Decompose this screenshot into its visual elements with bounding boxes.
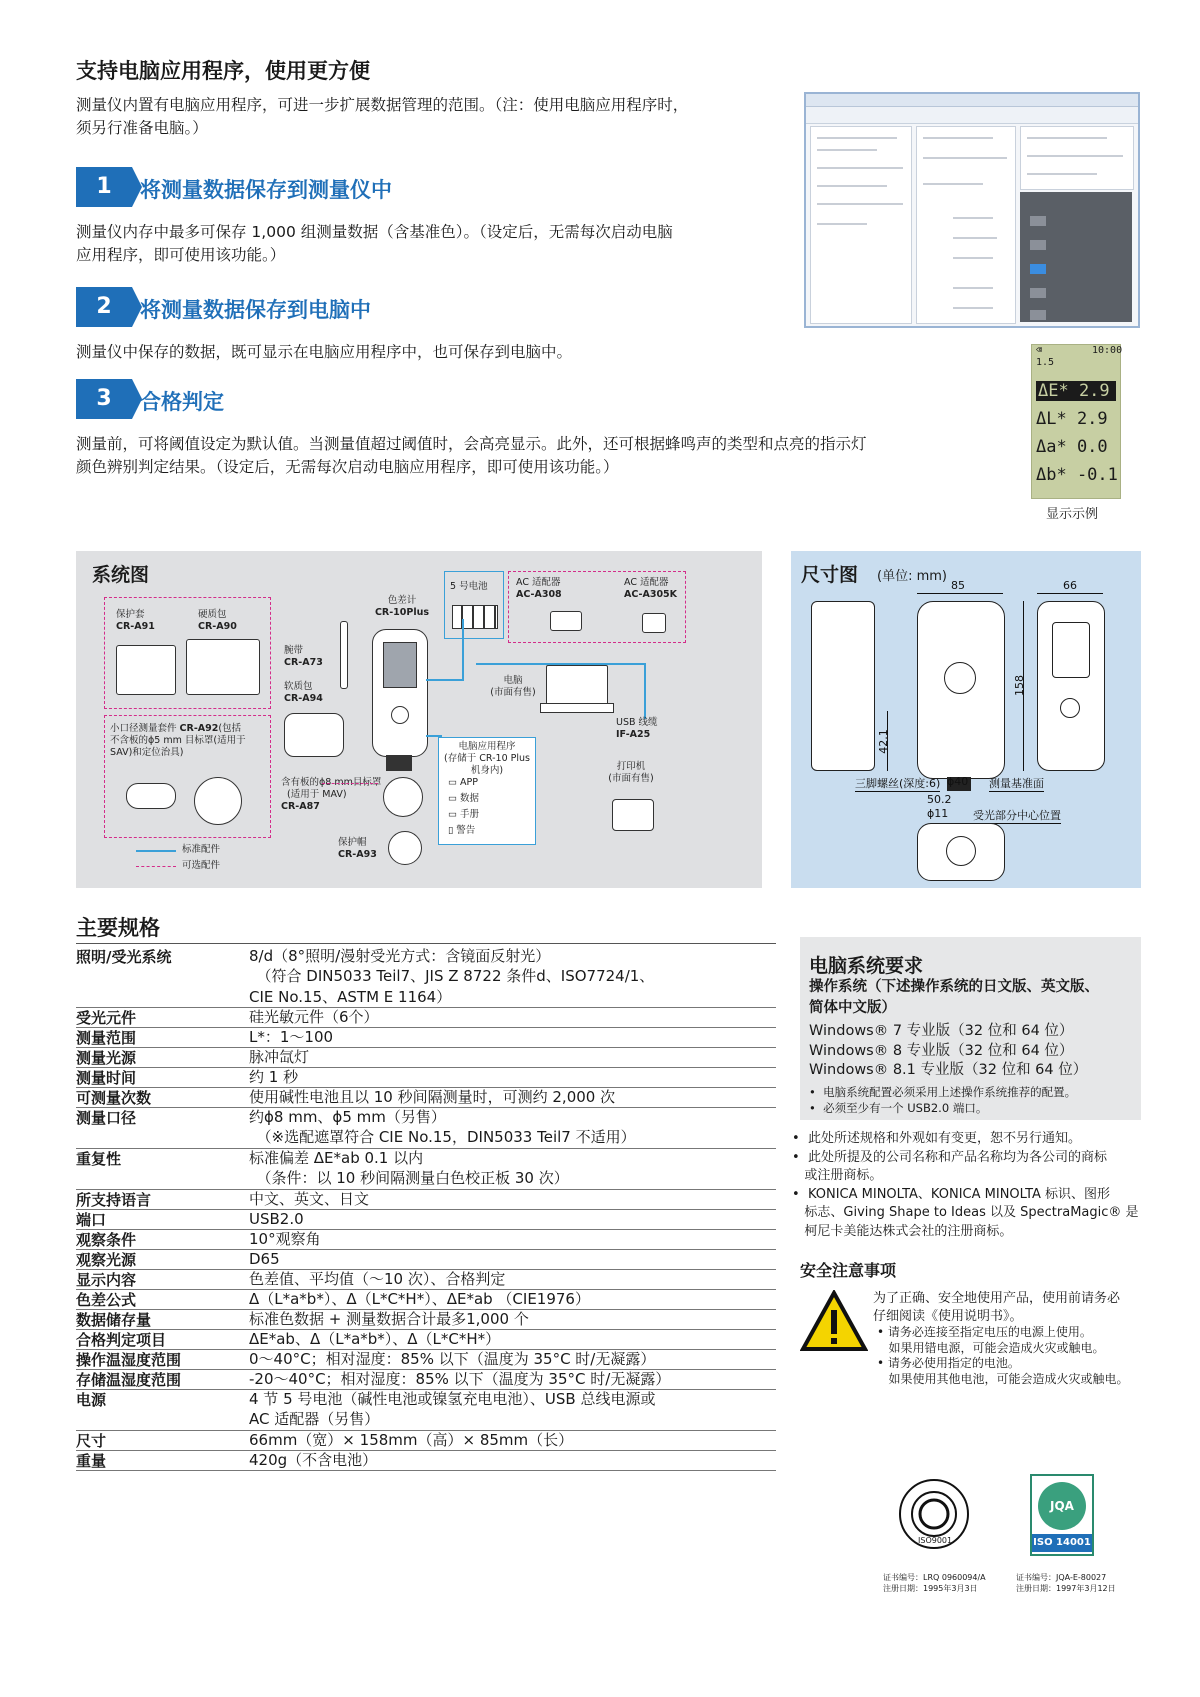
spec-value — [249, 1189, 369, 1209]
app-left-pane — [810, 126, 912, 324]
spec-value — [249, 1450, 377, 1470]
softcase-label: 软质包 CR-A94 — [284, 681, 323, 704]
spec-value-line: 中文、英文、日文 — [249, 1190, 370, 1208]
battery-label: 5 号电池 — [450, 581, 488, 592]
notice-3: • KONICA MINOLTA、KONICA MINOLTA 标识、图形 标志、Giving Shape to Ideas 以及 SpectraMagic® 是 柯尼卡美能达株式会社的注册商标。 — [792, 1186, 1139, 1239]
section-title-pc-app: 支持电脑应用程序，使用更方便 — [76, 59, 370, 83]
lrqa-cert-no: 证书编号：LRQ 0960094/A — [883, 1573, 986, 1582]
lcd-row-dl: ΔL* 2.9 — [1036, 409, 1108, 429]
file-warning: ▯ 警告 — [448, 825, 476, 836]
req-os — [809, 977, 1099, 1019]
feature-title-2: 将测量数据保存到电脑中 — [140, 298, 371, 322]
case-label: 保护套 CR-A91 — [116, 609, 155, 632]
specs-top-rule — [76, 943, 776, 944]
intro-line-1: 测量仪内置有电脑应用程序，可进一步扩展数据管理的范围。（注：使用电脑应用程序时， — [76, 96, 689, 114]
spec-key: 重复性 — [76, 1150, 122, 1168]
spec-value-line: （※选配遮罩符合 CIE No.15，DIN5033 Teil7 不适用） — [249, 1128, 636, 1147]
lcd-row-da: Δa* 0.0 — [1036, 437, 1108, 457]
req-note-2: • 必须至少有一个 USB2.0 端口。 — [809, 1101, 988, 1115]
feature-text-1-line-2: 应用程序，即可使用该功能。） — [76, 246, 286, 264]
pc-requirements — [800, 937, 1141, 1120]
app-toolbar — [806, 107, 1138, 124]
spec-value — [249, 1289, 590, 1309]
dim-85: 85 — [951, 579, 965, 592]
spec-value-line: 4 节 5 号电池（碱性电池或镍氢充电电池）、USB 总线电源或 — [249, 1390, 656, 1408]
spec-row — [76, 1047, 776, 1068]
dim-d40: ϕ40 — [947, 775, 969, 788]
dim-42: 42.1 — [876, 729, 890, 754]
intro-text — [76, 94, 796, 140]
notice-1: • 此处所述规格和外观如有变更，恕不另行通知。 — [792, 1131, 1081, 1146]
feature-title-1: 将测量数据保存到测量仪中 — [140, 178, 392, 202]
spec-row — [76, 1269, 776, 1290]
laptop-base — [540, 703, 614, 713]
req-os-line-1: 操作系统（下述操作系统的日文版、英文版、 — [809, 979, 1099, 995]
spec-value-line: 约 1 秒 — [249, 1068, 299, 1086]
jqa-cert-no: 证书编号：JQA-E-80027 — [1016, 1573, 1107, 1582]
spec-value-line: CIE No.15、ASTM E 1164） — [249, 987, 452, 1006]
spec-key: 测量口径 — [76, 1109, 137, 1127]
target-label: 含有板的ϕ8 mm目标罩 (适用于 MAV) CR-A87 — [281, 777, 382, 812]
cap-label: 保护帽 CR-A93 — [338, 837, 377, 860]
dim-line-66 — [1037, 593, 1103, 594]
spec-key: 色差公式 — [76, 1291, 137, 1309]
spec-row — [76, 1148, 776, 1190]
tripod-label: 三脚螺丝(深度:6) — [855, 777, 941, 790]
hardcase-label: 硬质包 CR-A90 — [198, 609, 237, 632]
spec-value — [249, 1229, 321, 1249]
dimension-drawing — [791, 551, 1141, 888]
req-windows — [809, 1022, 1087, 1081]
app-right-top-pane — [1020, 126, 1134, 190]
spec-value-line: Δ（L*a*b*）、Δ（L*C*H*）、ΔE*ab （CIE1976） — [249, 1290, 590, 1308]
spec-value-line: 约ϕ8 mm、ϕ5 mm（另售） — [249, 1108, 446, 1126]
spec-value-line: （条件：以 10 秒间隔测量白色校正板 30 次） — [249, 1169, 569, 1188]
spec-key: 数据储存量 — [76, 1311, 152, 1329]
spec-row — [76, 1229, 776, 1250]
lcd-display — [1031, 344, 1121, 499]
jqa-iso-text: ISO 14001 — [1032, 1534, 1092, 1552]
spec-row — [76, 1430, 776, 1451]
spec-value-line: 标准偏差 ΔE*ab 0.1 以内 — [249, 1149, 424, 1167]
system-title: 系统图 — [92, 564, 150, 586]
spec-value-line: 66mm（宽）× 158mm（高）× 85mm（长） — [249, 1431, 574, 1449]
req-notes — [809, 1084, 1076, 1116]
target-mask-image — [383, 777, 423, 817]
battery-image — [452, 605, 498, 629]
spec-value-line: -20～40°C；相对湿度：85% 以下（温度为 35°C 时/无凝露） — [249, 1370, 671, 1388]
lcd-caption: 显示示例 — [1046, 507, 1099, 522]
ref-plane-label: 测量基准面 — [989, 777, 1044, 790]
safety-line-2: 仔细阅读《使用说明书》。 — [873, 1308, 1023, 1324]
spec-row — [76, 1249, 776, 1270]
lcd-row-db: Δb* -0.1 — [1036, 465, 1118, 485]
dim-d11: ϕ11 — [927, 807, 949, 820]
dim-50: 50.2 — [927, 793, 952, 806]
spec-value-line: （符合 DIN5033 Teil7、JIS Z 8722 条件d、ISO7724/1、 — [249, 967, 655, 986]
spec-value — [249, 1067, 298, 1087]
spec-value-line: L*：1～100 — [249, 1028, 334, 1046]
legend-optional: 可选配件 — [182, 860, 221, 871]
intro-line-2: 须另行准备电脑。） — [76, 119, 208, 137]
spec-value — [249, 1209, 304, 1229]
spec-value-line: 420g（不含电池） — [249, 1451, 378, 1469]
spec-row — [76, 1389, 776, 1431]
req-note-1: • 电脑系统配置必须采用上述操作系统推荐的配置。 — [809, 1085, 1077, 1099]
feature-number-1: 1 — [76, 167, 132, 207]
ac2-image — [642, 613, 666, 633]
cap-image — [388, 831, 422, 865]
front-view — [917, 601, 1005, 779]
feature-number-2: 2 — [76, 287, 132, 327]
warning-icon — [800, 1290, 868, 1356]
spec-row — [76, 1369, 776, 1390]
spec-row — [76, 1189, 776, 1210]
safety-title: 安全注意事项 — [800, 1261, 897, 1280]
feature-text-3 — [76, 433, 1016, 479]
strap-label: 腕带 CR-A73 — [284, 645, 323, 668]
cable-1 — [426, 679, 464, 681]
lcd-icon: ⌫ — [1036, 345, 1043, 356]
spec-row — [76, 1107, 776, 1149]
folder-manual: ▭ 手册 — [448, 809, 480, 820]
jqa-info — [1016, 1572, 1116, 1594]
pc-label: 电脑 (市面有售) — [490, 675, 536, 698]
small-kit-label: 小口径测量套件 CR-A92(包括 不含板的ϕ5 mm 目标罩(适用于 SAV)和定位治具) — [110, 723, 246, 758]
spec-key: 电源 — [76, 1391, 107, 1409]
printer-label: 打印机 (市面有售) — [608, 761, 654, 784]
spec-row — [76, 1087, 776, 1108]
ac1-label: AC 适配器 AC-A308 — [516, 577, 562, 600]
lrqa-info — [883, 1572, 986, 1594]
target-mask-small-image — [194, 777, 242, 825]
req-win-81: Windows® 8.1 专业版（32 位和 64 位） — [809, 1062, 1088, 1078]
dim-line-85 — [917, 593, 1003, 594]
spec-key: 重量 — [76, 1452, 107, 1470]
req-win-8: Windows® 8 专业版（32 位和 64 位） — [809, 1042, 1074, 1059]
spec-value — [249, 1047, 309, 1067]
spec-value-line: 硅光敏元件（6个） — [249, 1008, 379, 1026]
lrqa-seal — [898, 1478, 970, 1554]
spec-row — [76, 1450, 776, 1471]
spec-key: 显示内容 — [76, 1271, 137, 1289]
spec-value — [249, 1249, 280, 1269]
feature-number-3: 3 — [76, 379, 132, 419]
meter-nose — [386, 755, 412, 771]
safety-text — [873, 1290, 1143, 1387]
positioning-jig-image — [126, 783, 176, 809]
usb-label: USB 线缆 IF-A25 — [616, 717, 658, 740]
jqa-logo — [1030, 1474, 1094, 1556]
spec-key: 操作温湿度范围 — [76, 1351, 182, 1369]
meter-image — [372, 629, 428, 757]
feature-text-3-line-2: 颜色辨别判定结果。（设定后，无需每次启动电脑应用程序，即可使用该功能。） — [76, 458, 619, 476]
ac2-label: AC 适配器 AC-A305K — [624, 577, 678, 600]
spec-value-line: 标准色数据 + 测量数据合计最多1,000 个 — [249, 1310, 529, 1328]
specs-title: 主要规格 — [76, 916, 160, 940]
notice-2: • 此处所提及的公司名称和产品名称均为各公司的商标 或注册商标。 — [792, 1149, 1107, 1183]
feature-text-1-line-1: 测量仪内存中最多可保存 1,000 组测量数据（含基准色）。（设定后，无需每次启动电脑 — [76, 223, 673, 241]
hardcase-image — [186, 639, 260, 695]
spec-key: 测量光源 — [76, 1049, 137, 1067]
app-middle-pane — [916, 126, 1016, 324]
dim-66: 66 — [1063, 579, 1077, 592]
spec-value-line: 0～40°C；相对湿度：85% 以下（温度为 35°C 时/无凝露） — [249, 1350, 656, 1368]
lcd-threshold: 1.5 — [1036, 357, 1055, 368]
lrqa-seal-text: ISO9001 — [918, 1536, 953, 1545]
cable-2 — [462, 619, 464, 681]
folder-app: ▭ APP — [448, 777, 478, 788]
usb-cable-down — [644, 663, 646, 719]
spec-value — [249, 1269, 505, 1289]
legend-optional-line — [136, 866, 176, 867]
center-label: 受光部分中心位置 — [973, 809, 1061, 822]
dim-158: 158 — [1013, 675, 1026, 696]
spec-value-line: 10°观察角 — [249, 1230, 321, 1248]
spec-value-line: USB2.0 — [249, 1210, 304, 1228]
bottom-view — [917, 823, 1005, 881]
spec-value — [249, 1369, 670, 1389]
back-view — [1037, 601, 1105, 771]
strap-image — [340, 621, 348, 689]
folder-data: ▭ 数据 — [448, 793, 480, 804]
spec-value — [249, 1329, 500, 1349]
spec-value-line: 色差值、平均值（～10 次）、合格判定 — [249, 1270, 506, 1288]
spec-value — [249, 1349, 655, 1369]
spec-row — [76, 1289, 776, 1310]
spec-key: 存储温湿度范围 — [76, 1371, 182, 1389]
spec-key: 尺寸 — [76, 1432, 107, 1450]
app-title-bar — [806, 94, 1138, 107]
spec-row — [76, 1329, 776, 1350]
spec-key: 可测量次数 — [76, 1089, 152, 1107]
spec-key: 照明/受光系统 — [76, 948, 172, 966]
spec-value — [249, 1430, 573, 1450]
spec-value-line: 8/d（8°照明/漫射受光方式：含镜面反射光） — [249, 947, 551, 965]
legend-standard: 标准配件 — [182, 844, 221, 855]
req-win-7: Windows® 7 专业版（32 位和 64 位） — [809, 1023, 1074, 1039]
feature-title-3: 合格判定 — [140, 390, 224, 414]
dimensions-unit: (单位: mm) — [877, 569, 947, 584]
spec-value — [249, 1007, 379, 1027]
lcd-row-de: ΔE* 2.9 — [1036, 381, 1116, 401]
lrqa-date: 注册日期：1995年3月3日 — [883, 1584, 978, 1593]
dimensions-title: 尺寸图 — [801, 564, 859, 586]
legend-standard-line — [136, 850, 176, 852]
spec-value — [249, 1027, 333, 1047]
spec-row — [76, 1349, 776, 1370]
spec-key: 端口 — [76, 1211, 107, 1229]
lcd-time: 10:00 — [1092, 345, 1123, 356]
cable-5 — [322, 783, 378, 786]
spec-value — [249, 946, 654, 1007]
spec-key: 观察条件 — [76, 1231, 137, 1249]
spec-value — [249, 1107, 636, 1148]
spec-value-line: 使用碱性电池且以 10 秒间隔测量时，可测约 2,000 次 — [249, 1088, 616, 1106]
spec-row — [76, 946, 776, 1008]
safety-line-1: 为了正确、安全地使用产品，使用前请务必 — [873, 1291, 1121, 1306]
spec-row — [76, 1007, 776, 1028]
spec-row — [76, 1309, 776, 1330]
notices — [792, 1130, 1142, 1241]
meter-label: 色差计 CR-10Plus — [374, 595, 430, 618]
ac1-image — [550, 611, 582, 631]
spec-value — [249, 1309, 529, 1329]
spec-value — [249, 1087, 615, 1107]
spec-key: 观察光源 — [76, 1251, 137, 1269]
laptop-image — [546, 665, 608, 705]
spec-key: 测量时间 — [76, 1069, 137, 1087]
spec-value-line: ΔE*ab、Δ（L*a*b*）、Δ（L*C*H*） — [249, 1330, 501, 1348]
spec-key: 受光元件 — [76, 1009, 137, 1027]
app-threshold-panel — [1020, 192, 1132, 322]
side-view — [811, 601, 875, 771]
softcase-image — [284, 713, 344, 757]
spec-row — [76, 1209, 776, 1230]
feature-text-2: 测量仪中保存的数据，既可显示在电脑应用程序中，也可保存到电脑中。 — [76, 343, 573, 361]
case-image — [116, 645, 176, 695]
app-label: 电脑应用程序 (存储于 CR-10 Plus 机身内) — [444, 741, 530, 776]
spec-value-line: D65 — [249, 1250, 280, 1268]
spec-row — [76, 1067, 776, 1088]
spec-value — [249, 1148, 569, 1189]
safety-bullets: • 请务必连接至指定电压的电源上使用。 如果用错电源，可能会造成火灾或触电。 • 请务必使用指定的电池。 如果使用其他电池，可能会造成火灾或触电。 — [877, 1325, 1129, 1386]
spec-key: 所支持语言 — [76, 1191, 152, 1209]
feature-text-3-line-1: 测量前，可将阈值设定为默认值。当测量值超过阈值时，会高亮显示。此外，还可根据蜂鸣声的类型和点亮的指示灯 — [76, 435, 867, 453]
spec-row — [76, 1027, 776, 1048]
system-diagram — [76, 551, 762, 888]
printer-image — [612, 799, 654, 831]
spec-value — [249, 1389, 655, 1430]
spec-value-line: AC 适配器（另售） — [249, 1410, 380, 1429]
spec-value-line: 脉冲氙灯 — [249, 1048, 310, 1066]
jqa-date: 注册日期：1997年3月12日 — [1016, 1584, 1116, 1593]
feature-text-1 — [76, 221, 806, 267]
spec-key: 测量范围 — [76, 1029, 137, 1047]
req-os-line-2: 简体中文版） — [809, 1000, 896, 1016]
app-screenshot — [804, 92, 1140, 328]
req-title: 电脑系统要求 — [809, 955, 924, 977]
spec-key: 合格判定项目 — [76, 1331, 167, 1349]
jqa-logo-text: JQA — [1038, 1482, 1086, 1530]
